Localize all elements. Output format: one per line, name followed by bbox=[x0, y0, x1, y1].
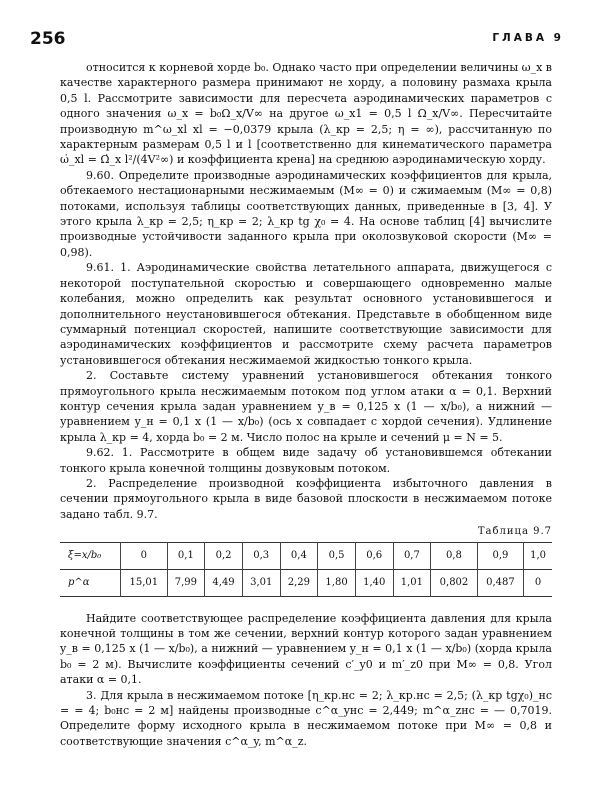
table-caption: Таблица 9.7 bbox=[477, 526, 552, 538]
table-header-cell: 0,1 bbox=[167, 542, 205, 569]
table-header-cell: 1,0 bbox=[524, 542, 552, 569]
table-cell: 0,802 bbox=[431, 569, 477, 596]
paragraph: 3. Для крыла в несжимаемом потоке [η_кр.нс = 2; λ_кр.нс = 2,5; (λ_кр tgχ₀)_нс = = 4; b₀нс = 2 м] найдены производные c^α_yнс = 2,449; m^α_zнс = — 0,7019. Определите форму исходного крыла в несжимаемом потоке при M∞ = 0,8 и соответствующие значения c^α_y, m^α_z. bbox=[60, 688, 552, 748]
page-number: 256 bbox=[30, 29, 66, 49]
table-cell: 1,01 bbox=[393, 569, 431, 596]
paragraph: 9.60. Определите производные аэродинамических коэффициентов для крыла, обтекаемого нестационарными несжимаемым (M∞ = 0) и сжимаемым (M∞ = 0,8) потоками, используя таблицы соответствующих данных, приведенные в [3, 4]. У этого крыла λ_кр = 2,5; η_кр = 2; λ_кр tg χ₀ = 4. На основе таблиц [4] вычислите производные устойчивости заданного крыла при околозвуковой скорости (M∞ = 0,98). bbox=[60, 168, 552, 259]
body-text bbox=[60, 60, 552, 749]
table-cell: 1,80 bbox=[318, 569, 356, 596]
paragraph: 2. Распределение производной коэффициента избыточного давления в сечении прямоугольного крыла в виде базовой плоскости в несжимаемом потоке задано табл. 9.7. bbox=[60, 476, 552, 521]
paragraph: Найдите соответствующее распределение коэффициента давления для крыла конечной толщины в том же сечении, верхний контур которого задан уравнением y_в = 0,125 x (1 — x/b₀), а нижний — уравнением y_н = 0,1 x (1 — x/b₀) (хорда крыла b₀ = 2 м). Вычислите коэффициенты сечений c′_y0 и m′_z0 при M∞ = 0,8. Угол атаки α = 0,1. bbox=[60, 611, 552, 687]
table-header-label: ξ=x/b₀ bbox=[68, 549, 102, 561]
paragraph: 9.61. 1. Аэродинамические свойства летательного аппарата, движущегося с некоторой поступательной скоростью и совершающего одновременно малые колебания, можно определить как результат основного установившегося и дополнительного неустановившегося обтекания. Представьте в обобщенном виде суммарный потенциал скоростей, напишите соответствующие зависимости для аэродинамических коэффициентов и рассмотрите схему расчета параметров установившегося обтекания несжимаемой жидкостью тонкого крыла. bbox=[60, 261, 552, 367]
table-header-cell: 0 bbox=[121, 542, 167, 569]
table-header-row bbox=[60, 542, 552, 569]
table-header-cell: 0,2 bbox=[205, 542, 243, 569]
table-header-cell: 0,9 bbox=[477, 542, 523, 569]
table-cell: 7,99 bbox=[167, 569, 205, 596]
table-row bbox=[60, 569, 552, 596]
table-header-cell: 0,4 bbox=[280, 542, 318, 569]
table-cell: 15,01 bbox=[121, 569, 167, 596]
table-cell: 4,49 bbox=[205, 569, 243, 596]
paragraph: 2. Составьте систему уравнений установившегося обтекания тонкого прямоугольного крыла несжимаемым потоком под углом атаки α = 0,1. Верхний контур сечения крыла задан уравнением y_в = 0,125 x (1 — x/b₀), а нижний — уравнением y_н = 0,1 x (1 — x/b₀) (ось x совпадает с хордой сечения). Удлинение крыла λ_кр = 4, хорда b₀ = 2 м. Число полос на крыле и сечений μ = N = 5. bbox=[60, 369, 552, 444]
table-header-cell: 0,3 bbox=[242, 542, 280, 569]
table-header-cell: 0,6 bbox=[355, 542, 393, 569]
running-head: ГЛАВА 9 bbox=[492, 32, 564, 44]
paragraph: 9.62. 1. Рассмотрите в общем виде задачу об установившемся обтекании тонкого крыла конечной толщины дозвуковым потоком. bbox=[60, 446, 552, 475]
table-header-cell: 0,5 bbox=[318, 542, 356, 569]
table-header-cell: 0,8 bbox=[431, 542, 477, 569]
table-cell: 1,40 bbox=[355, 569, 393, 596]
table-cell: 0,487 bbox=[477, 569, 523, 596]
table-cell: 2,29 bbox=[280, 569, 318, 596]
table-header-cell: 0,7 bbox=[393, 542, 431, 569]
table-cell: 0 bbox=[524, 569, 552, 596]
data-table bbox=[60, 542, 552, 597]
paragraph: относится к корневой хорде b₀. Однако часто при определении величины ω_x в качестве характерного размера принимают не хорду, а половину размаха крыла 0,5 l. Рассмотрите зависимости для пересчета аэродинамических параметров с одного значения ω_x = b₀Ω_x/V∞ на другое ω_x1 = 0,5 l Ω_x/V∞. Пересчитайте производную m^ω_xl xl = −0,0379 крыла (λ_кр = 2,5; η = ∞), рассчитанную по характерным размерам 0,5 l и l [соответственно для кинематического параметра ω̇_xl = Ω̇_x l²/(4V²∞) и коэффициента крена] на среднюю аэродинамическую хорду. bbox=[60, 61, 552, 167]
table-row-label: p^α bbox=[68, 576, 90, 588]
table-cell: 3,01 bbox=[242, 569, 280, 596]
